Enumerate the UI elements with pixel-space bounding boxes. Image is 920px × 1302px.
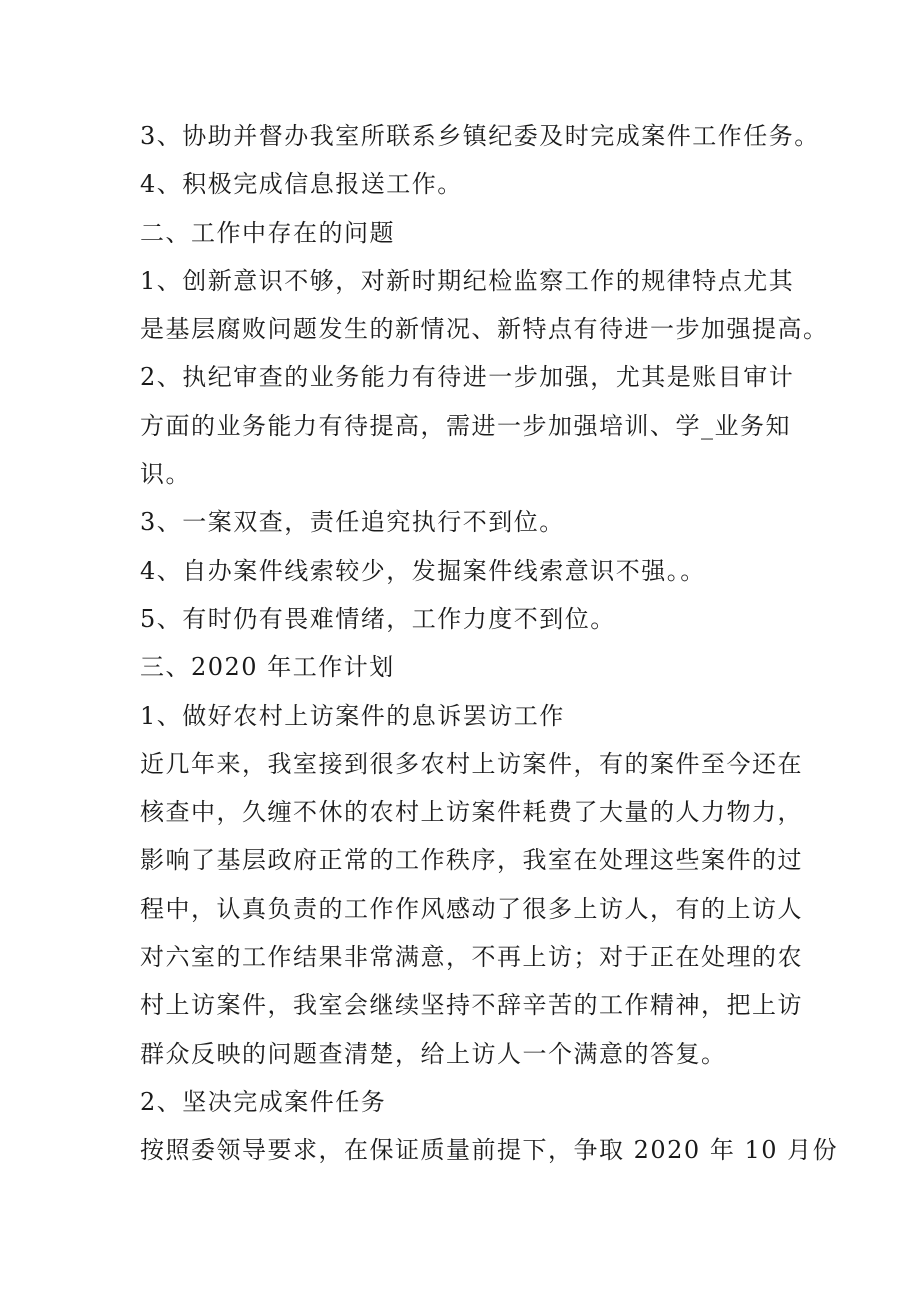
plan-item-1-paragraph: 程中，认真负责的工作作风感动了很多上访人，有的上访人 xyxy=(140,894,803,923)
problem-item-1-continued: 是基层腐败问题发生的新情况、新特点有待进一步加强提高。 xyxy=(140,315,829,344)
problem-item-2-end: 识。 xyxy=(140,460,191,489)
plan-item-2-paragraph: 按照委领导要求，在保证质量前提下，争取 2020 年 10 月份 xyxy=(140,1136,839,1165)
plan-item-1-paragraph: 影响了基层政府正常的工作秩序，我室在处理这些案件的过 xyxy=(140,846,803,875)
task-item-3: 3、协助并督办我室所联系乡镇纪委及时完成案件工作任务。 xyxy=(140,122,820,150)
plan-item-1-paragraph: 对六室的工作结果非常满意，不再上访；对于正在处理的农 xyxy=(140,943,803,972)
plan-item-1-paragraph: 近几年来，我室接到很多农村上访案件，有的案件至今还在 xyxy=(140,749,803,778)
plan-item-1-paragraph: 核查中，久缠不休的农村上访案件耗费了大量的人力物力， xyxy=(140,798,803,827)
task-item-4: 4、积极完成信息报送工作。 xyxy=(140,170,463,199)
plan-item-1-paragraph: 村上访案件，我室会继续坚持不辞辛苦的工作精神，把上访 xyxy=(140,991,803,1020)
plan-item-1-heading: 1、做好农村上访案件的息诉罢访工作 xyxy=(140,701,565,730)
problem-item-1: 1、创新意识不够，对新时期纪检监察工作的规律特点尤其 xyxy=(140,266,795,295)
plan-item-1-paragraph-end: 群众反映的问题查清楚，给上访人一个满意的答复。 xyxy=(140,1039,727,1068)
problem-item-3: 3、一案双查，责任追究执行不到位。 xyxy=(140,508,565,537)
problem-item-2-continued: 方面的业务能力有待提高，需进一步加强培训、学_业务知 xyxy=(140,411,791,440)
problem-item-2: 2、执纪审查的业务能力有待进一步加强，尤其是账目审计 xyxy=(140,363,795,392)
section-heading-problems: 二、工作中存在的问题 xyxy=(140,218,395,247)
problem-item-5: 5、有时仍有畏难情绪，工作力度不到位。 xyxy=(140,604,616,633)
plan-item-2-heading: 2、坚决完成案件任务 xyxy=(140,1087,387,1116)
section-heading-plan: 三、2020 年工作计划 xyxy=(140,653,395,682)
problem-item-4: 4、自办案件线索较少，发掘案件线索意识不强。。 xyxy=(140,556,706,585)
document-body xyxy=(140,112,839,1175)
